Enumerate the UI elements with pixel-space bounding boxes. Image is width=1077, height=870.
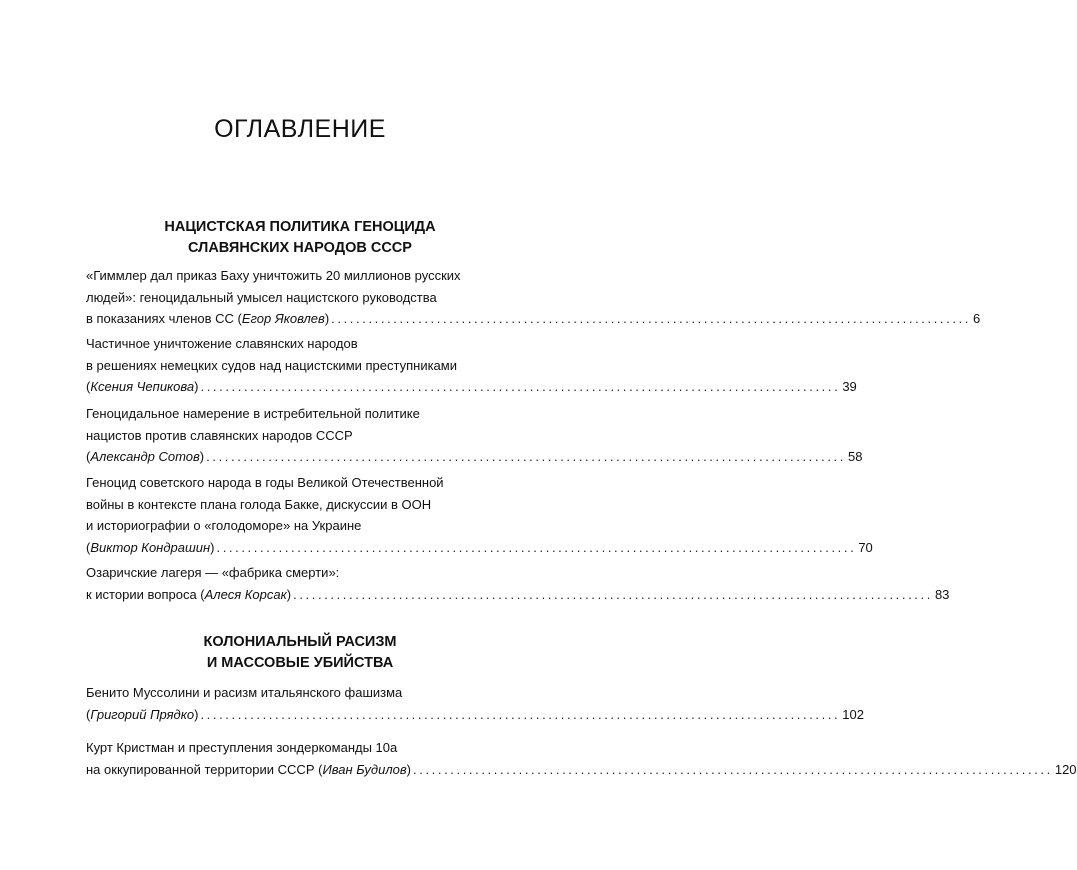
section-heading-1 <box>60 217 540 259</box>
page-number: 120 <box>1054 761 1077 777</box>
entry-text: ) <box>406 761 412 777</box>
dot-leader: ....................................................................................................... <box>200 379 841 394</box>
section-heading-line: И МАССОВЫЕ УБИЙСТВА <box>206 655 394 671</box>
dot-leader: ....................................................................................................... <box>216 539 857 555</box>
section-heading-2 <box>60 632 540 674</box>
dot-leader: ....................................................................................................... <box>206 449 846 464</box>
page-number: 83 <box>934 586 950 602</box>
page-number: 58 <box>847 449 863 464</box>
entry-last-text <box>86 308 329 330</box>
toc-entry[interactable] <box>86 472 873 558</box>
section-heading-line: СЛАВЯНСКИХ НАРОДОВ СССР <box>188 240 412 256</box>
entry-text: ) <box>210 539 215 555</box>
entry-line: Геноцидальное намерение в истребительной политике <box>86 406 420 421</box>
entry-text: ( <box>86 706 91 722</box>
toc-entry[interactable] <box>86 562 950 605</box>
dot-leader: ....................................................................................................... <box>293 586 933 602</box>
page-title: ОГЛАВЛЕНИЕ <box>214 115 386 143</box>
entry-text: ) <box>286 586 292 602</box>
entry-line: и историографии о «голодоморе» на Украине <box>86 518 362 533</box>
toc-entry[interactable] <box>86 403 863 468</box>
entry-last-line <box>86 446 863 468</box>
entry-last-line <box>86 376 857 398</box>
toc-entry[interactable] <box>86 682 864 725</box>
entry-text: ) <box>324 311 330 326</box>
entry-line: «Гиммлер дал приказ Баху уничтожить 20 миллионов русских <box>86 268 461 283</box>
dot-leader: ....................................................................................................... <box>200 706 841 722</box>
toc-entry[interactable] <box>86 333 857 398</box>
entry-last-line <box>86 759 1077 781</box>
dot-leader: ....................................................................................................... <box>413 761 1053 777</box>
dot-leader: ....................................................................................................... <box>331 311 971 326</box>
entry-last-text <box>86 759 411 781</box>
entry-author: Егор Яковлев <box>241 311 325 326</box>
entry-author: Виктор Кондрашин <box>90 539 211 555</box>
page-number: 70 <box>858 539 873 555</box>
toc-entry[interactable] <box>86 265 981 330</box>
entry-line: Частичное уничтожение славянских народов <box>86 336 358 351</box>
toc-entry[interactable] <box>86 737 1077 780</box>
entry-author: Григорий Прядко <box>90 706 195 722</box>
entry-last-text <box>86 537 215 559</box>
entry-last-line <box>86 704 864 726</box>
entry-text: на оккупированной территории СССР ( <box>86 761 323 777</box>
entry-author: Иван Будилов <box>322 761 407 777</box>
page-number: 39 <box>842 379 857 394</box>
entry-line: Курт Кристман и преступления зондеркоманды 10а <box>86 740 398 755</box>
entry-last-text <box>86 704 198 726</box>
entry-line: в решениях немецких судов над нацистскими преступниками <box>86 357 457 373</box>
entry-line: людей»: геноцидальный умысел нацистского руководства <box>86 289 437 305</box>
entry-text: к истории вопроса ( <box>86 586 205 602</box>
entry-author: Ксения Чепикова <box>90 379 195 394</box>
entry-last-line <box>86 308 981 330</box>
entry-line: Озаричские лагеря — «фабрика смерти»: <box>86 565 340 580</box>
entry-text: ( <box>86 539 91 555</box>
section-heading-line: КОЛОНИАЛЬНЫЙ РАСИЗМ <box>203 634 397 650</box>
section-heading-line: НАЦИСТСКАЯ ПОЛИТИКА ГЕНОЦИДА <box>164 219 436 235</box>
entry-text: ) <box>194 706 199 722</box>
entry-last-text <box>86 376 198 398</box>
entry-text: ) <box>199 449 205 464</box>
entry-author: Александр Сотов <box>90 449 200 464</box>
entry-line: войны в контексте плана голода Бакке, дискуссии в ООН <box>86 496 432 512</box>
entry-line: нацистов против славянских народов СССР <box>86 427 353 443</box>
entry-text: ( <box>86 379 91 394</box>
entry-author: Алеся Корсак <box>204 586 287 602</box>
entry-last-text <box>86 446 204 468</box>
page-number: 6 <box>973 311 981 326</box>
entry-text: ) <box>194 379 199 394</box>
entry-last-line <box>86 584 950 606</box>
entry-last-text <box>86 584 291 606</box>
entry-line: Геноцид советского народа в годы Великой Отечественной <box>86 475 444 490</box>
entry-last-line <box>86 537 873 559</box>
page-number: 102 <box>842 706 864 722</box>
entry-line: Бенито Муссолини и расизм итальянского фашизма <box>86 685 403 700</box>
entry-text: в показаниях членов СС ( <box>86 311 242 326</box>
entry-text: ( <box>86 449 91 464</box>
